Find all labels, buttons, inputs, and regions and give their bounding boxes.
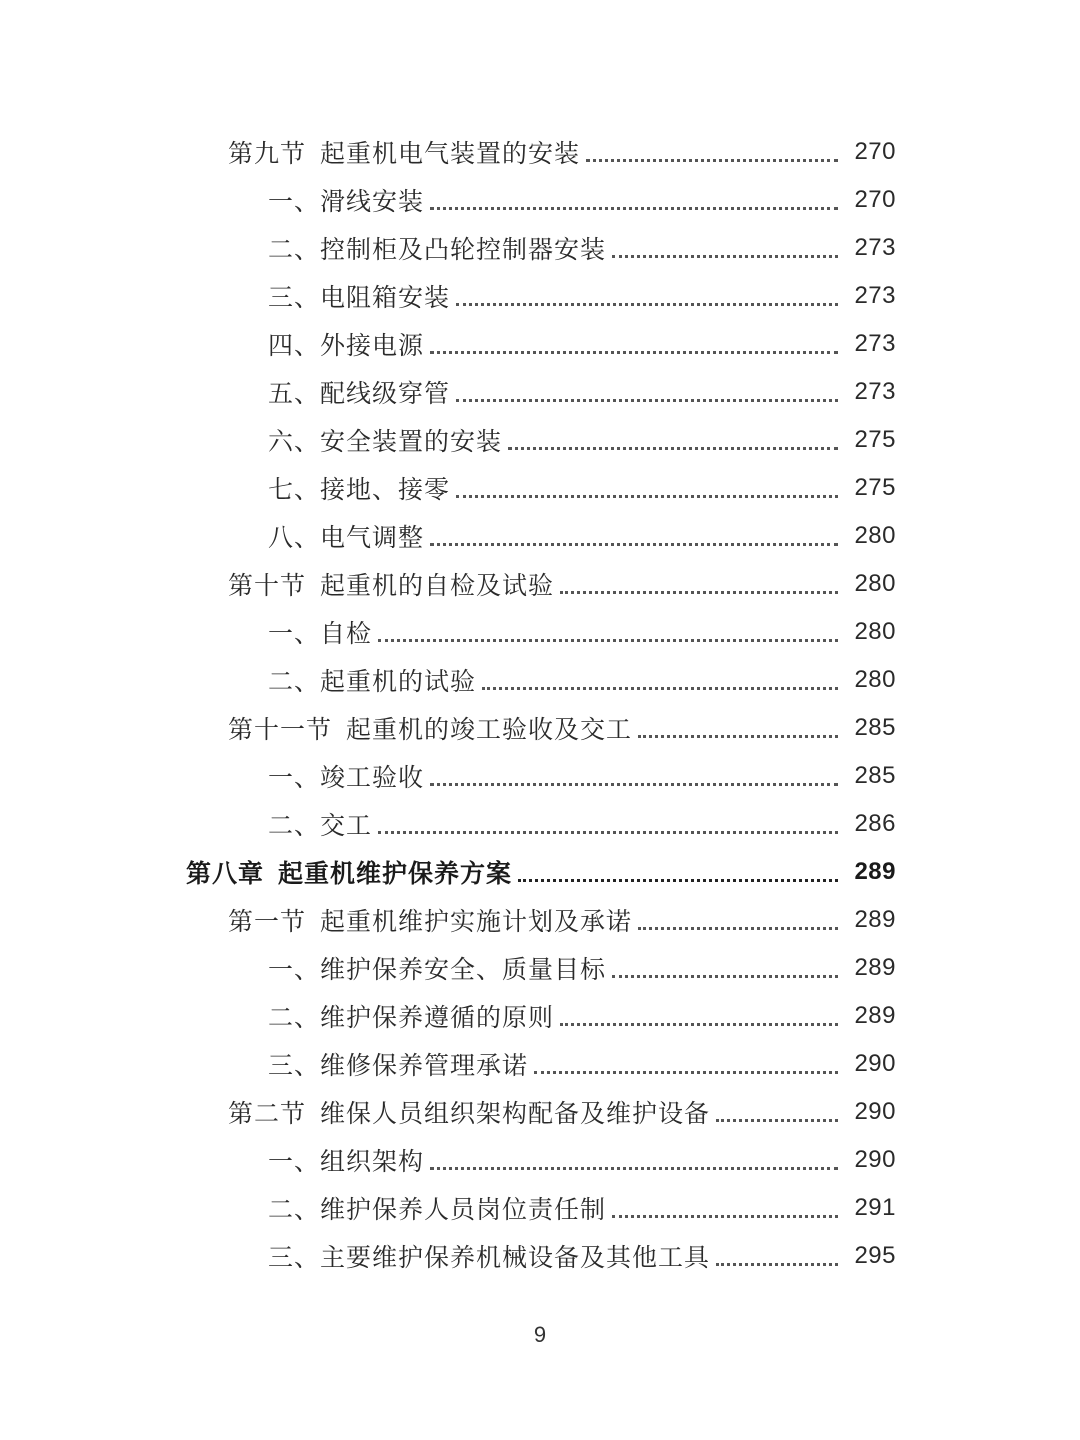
toc-entry-page: 285 — [854, 714, 896, 741]
toc-entry[interactable] — [0, 896, 1080, 944]
dot-leader — [638, 734, 838, 738]
dot-leader — [430, 206, 838, 210]
toc-entry-page: 289 — [854, 858, 896, 885]
dot-leader — [612, 254, 838, 258]
toc-entry-number: 五、 — [268, 379, 321, 408]
dot-leader — [716, 1118, 838, 1122]
toc-entry[interactable] — [0, 752, 1080, 800]
toc-entry[interactable] — [0, 368, 1080, 416]
toc-entry-number: 四、 — [268, 331, 321, 360]
toc-entry-title: 滑线安装 — [320, 187, 425, 216]
toc-entry[interactable] — [0, 176, 1080, 224]
toc-entry[interactable] — [0, 800, 1080, 848]
toc-entry-title: 维护保养遵循的原则 — [320, 1003, 555, 1032]
toc-entry-number: 三、 — [268, 1243, 321, 1272]
toc-entry-number: 第九节 — [228, 139, 307, 168]
page-number: 9 — [533, 1322, 547, 1347]
toc-entry[interactable] — [0, 1088, 1080, 1136]
toc-entry-page: 289 — [854, 954, 896, 981]
toc-entry-title: 组织架构 — [320, 1147, 425, 1176]
toc-entry[interactable] — [0, 1232, 1080, 1280]
toc-entry-title: 控制柜及凸轮控制器安装 — [320, 235, 607, 264]
toc-entry-page: 270 — [854, 186, 896, 213]
toc-entry-number: 二、 — [268, 811, 321, 840]
toc-entry[interactable] — [0, 272, 1080, 320]
toc-entry-page: 273 — [854, 330, 896, 357]
toc-entry-page: 285 — [854, 762, 896, 789]
toc-entry-page: 273 — [854, 234, 896, 261]
dot-leader — [612, 1214, 838, 1218]
toc-entry-number: 三、 — [268, 1051, 321, 1080]
toc-entry-title: 起重机的试验 — [320, 667, 477, 696]
toc-entry-number: 一、 — [268, 955, 321, 984]
toc-entry-number: 二、 — [268, 235, 321, 264]
toc-entry-title: 竣工验收 — [320, 763, 425, 792]
toc-entry-page: 270 — [854, 138, 896, 165]
toc-entry[interactable] — [0, 944, 1080, 992]
toc-entry-title: 维护保养人员岗位责任制 — [320, 1195, 607, 1224]
dot-leader — [534, 1070, 838, 1074]
toc-entry-page: 290 — [854, 1098, 896, 1125]
toc-entry[interactable] — [0, 704, 1080, 752]
toc-entry-page: 290 — [854, 1050, 896, 1077]
dot-leader — [560, 1022, 838, 1026]
dot-leader — [430, 542, 838, 546]
toc-entry-page: 289 — [854, 906, 896, 933]
toc-entry[interactable] — [0, 656, 1080, 704]
toc-entry-page: 273 — [854, 282, 896, 309]
toc-entry-title: 起重机的自检及试验 — [320, 571, 555, 600]
dot-leader — [716, 1262, 838, 1266]
toc-entry-number: 七、 — [268, 475, 321, 504]
dot-leader — [612, 974, 838, 978]
toc-entry[interactable] — [0, 224, 1080, 272]
toc-entry-number: 二、 — [268, 1003, 321, 1032]
toc-entry-title: 维护保养安全、质量目标 — [320, 955, 607, 984]
dot-leader — [430, 782, 838, 786]
toc-entry-title: 接地、接零 — [320, 475, 451, 504]
dot-leader — [560, 590, 838, 594]
toc-entry-number: 一、 — [268, 187, 321, 216]
toc-entry-title: 起重机的竣工验收及交工 — [346, 715, 633, 744]
toc-entry-page: 280 — [854, 570, 896, 597]
toc-entry-number: 二、 — [268, 667, 321, 696]
toc-entry-title: 主要维护保养机械设备及其他工具 — [320, 1243, 711, 1272]
toc-entry-number: 一、 — [268, 619, 321, 648]
toc-entry-title: 维修保养管理承诺 — [320, 1051, 529, 1080]
dot-leader — [456, 494, 838, 498]
dot-leader — [430, 1166, 838, 1170]
toc-entry-page: 275 — [854, 474, 896, 501]
dot-leader — [508, 446, 838, 450]
dot-leader — [518, 878, 838, 882]
toc-entry-title: 配线级穿管 — [320, 379, 451, 408]
toc-entry-page: 280 — [854, 618, 896, 645]
toc-entry-title: 起重机电气装置的安装 — [320, 139, 581, 168]
toc-entry[interactable] — [0, 128, 1080, 176]
toc-entry-page: 291 — [854, 1194, 896, 1221]
toc-entry-number: 第八章 — [186, 859, 265, 888]
dot-leader — [638, 926, 838, 930]
toc-entry-page: 275 — [854, 426, 896, 453]
toc-entry[interactable] — [0, 608, 1080, 656]
dot-leader — [430, 350, 838, 354]
toc-entry-number: 第十一节 — [228, 715, 333, 744]
toc-entry-title: 维保人员组织架构配备及维护设备 — [320, 1099, 711, 1128]
toc-entry-number: 一、 — [268, 763, 321, 792]
toc-chapter-entry[interactable] — [0, 848, 1080, 896]
toc-entry-page: 289 — [854, 1002, 896, 1029]
toc-entry-title: 电阻箱安装 — [320, 283, 451, 312]
toc-entry-title: 安全装置的安装 — [320, 427, 503, 456]
toc-entry-title: 交工 — [320, 811, 373, 840]
toc-entry-title: 起重机维护保养方案 — [278, 859, 513, 888]
dot-leader — [456, 398, 838, 402]
toc-entry[interactable] — [0, 1184, 1080, 1232]
toc-entry-title: 外接电源 — [320, 331, 425, 360]
toc-entry-number: 八、 — [268, 523, 321, 552]
toc-entry[interactable] — [0, 992, 1080, 1040]
toc-entry-number: 第二节 — [228, 1099, 307, 1128]
toc-entry[interactable] — [0, 416, 1080, 464]
toc-entry-number: 一、 — [268, 1147, 321, 1176]
dot-leader — [378, 830, 838, 834]
toc-entry-title: 电气调整 — [320, 523, 425, 552]
toc-entry-page: 295 — [854, 1242, 896, 1269]
toc-entry[interactable] — [0, 464, 1080, 512]
toc-entry-page: 286 — [854, 810, 896, 837]
toc-entry-page: 273 — [854, 378, 896, 405]
dot-leader — [586, 158, 838, 162]
toc-entry-page: 280 — [854, 666, 896, 693]
dot-leader — [378, 638, 838, 642]
toc-entry[interactable] — [0, 1040, 1080, 1088]
toc-entry-page: 280 — [854, 522, 896, 549]
toc-entry-number: 三、 — [268, 283, 321, 312]
toc-entry-number: 第十节 — [228, 571, 307, 600]
toc-entry[interactable] — [0, 512, 1080, 560]
toc-entry[interactable] — [0, 560, 1080, 608]
dot-leader — [456, 302, 838, 306]
toc-entry[interactable] — [0, 320, 1080, 368]
table-of-contents — [0, 128, 1080, 1280]
toc-entry-page: 290 — [854, 1146, 896, 1173]
toc-entry-number: 六、 — [268, 427, 321, 456]
dot-leader — [482, 686, 838, 690]
toc-entry[interactable] — [0, 1136, 1080, 1184]
toc-entry-title: 起重机维护实施计划及承诺 — [320, 907, 633, 936]
toc-entry-number: 二、 — [268, 1195, 321, 1224]
toc-entry-title: 自检 — [320, 619, 373, 648]
toc-entry-number: 第一节 — [228, 907, 307, 936]
